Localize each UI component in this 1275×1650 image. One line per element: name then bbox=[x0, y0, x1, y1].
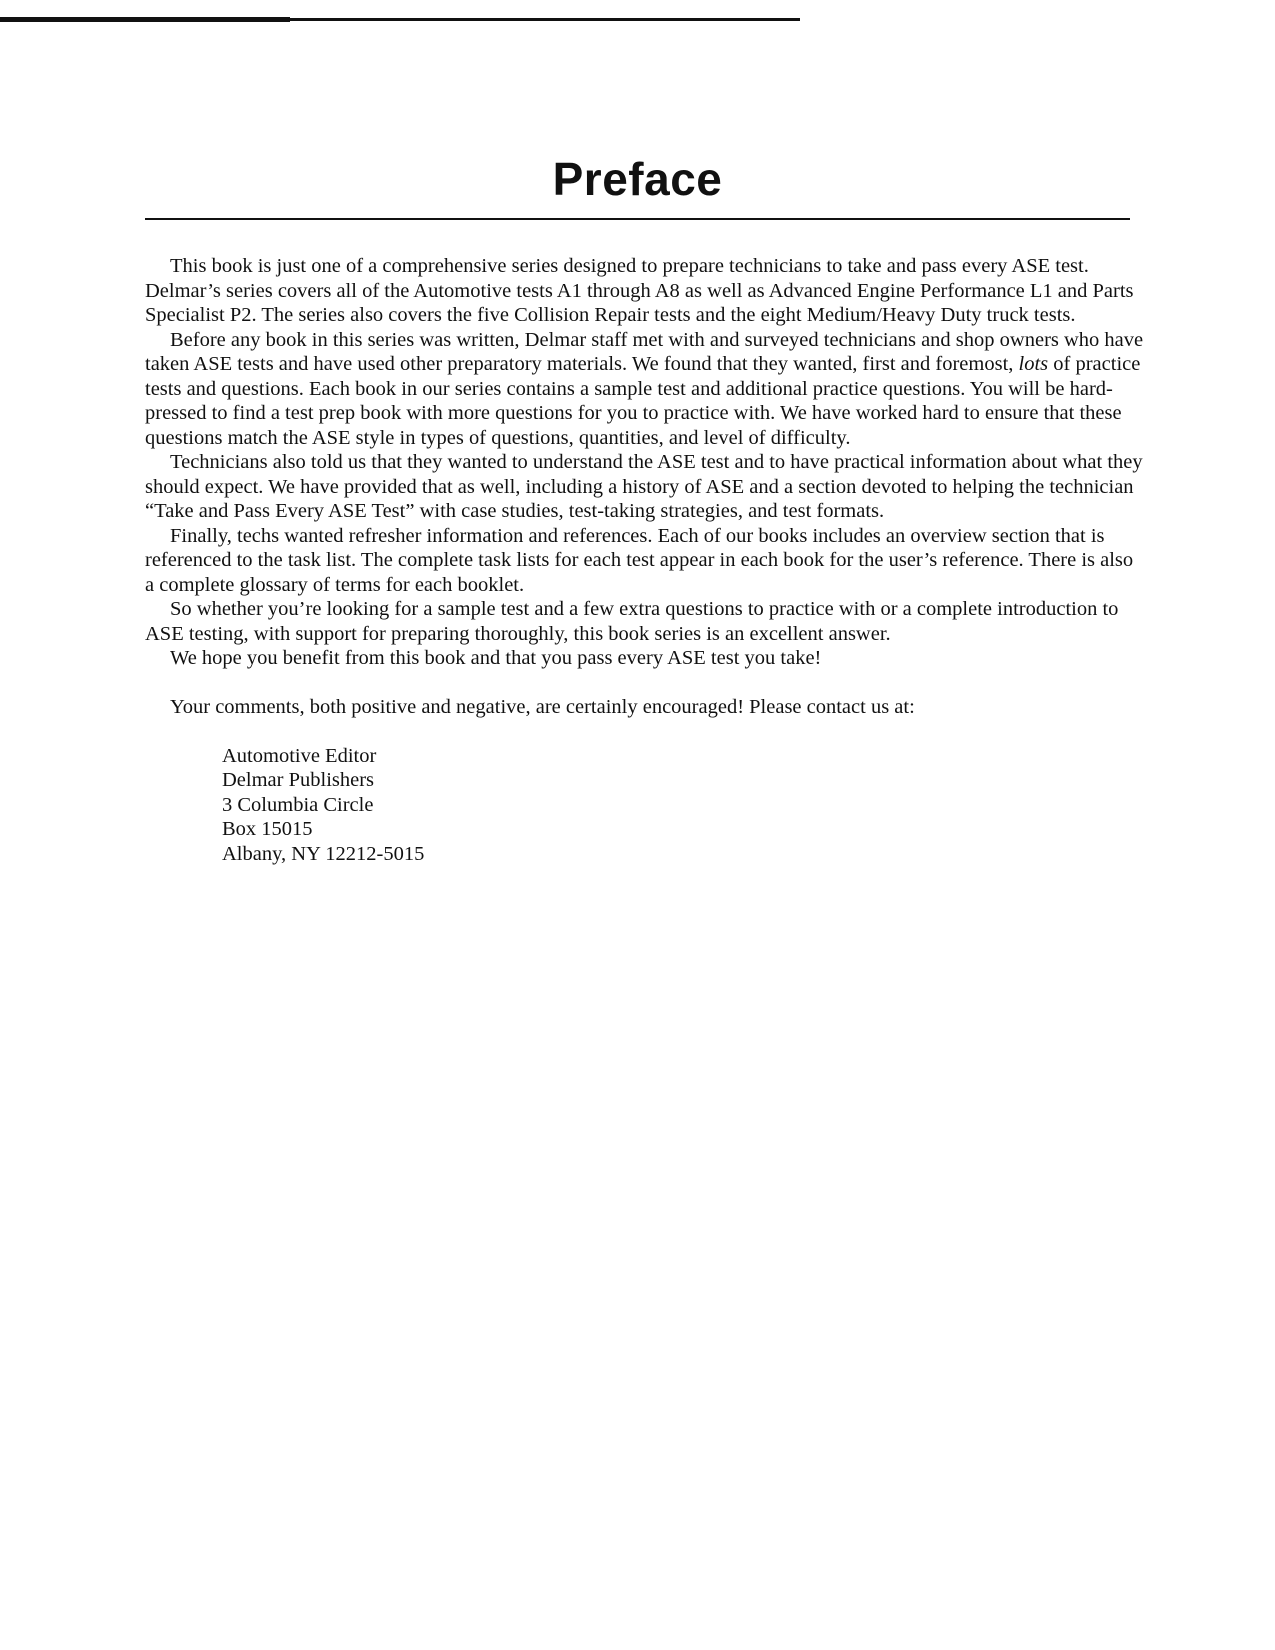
paragraph-2-part-1: Before any book in this series was written, Delmar staff met with and surveyed technicians and shop owners who have taken ASE tests and have used other preparatory materials. We found that they wanted, first and foremost, bbox=[145, 328, 1144, 375]
paragraph-2 bbox=[145, 328, 1145, 451]
paragraph-2-emphasis: lots bbox=[1018, 353, 1049, 375]
address-line: Albany, NY 12212-5015 bbox=[222, 842, 425, 865]
page-title: Preface bbox=[552, 153, 723, 205]
paragraph-1: This book is just one of a comprehensive series designed to prepare technicians to take and pass every ASE test. Delmar’s series covers all of the Automotive tests A1 through A8 as well as Advanced Engine Performance L1 and Parts Specialist P2. The series also covers the five Collision Repair tests and the eight Medium/Heavy Duty truck tests. bbox=[145, 255, 1134, 326]
address-line: Box 15015 bbox=[222, 818, 313, 840]
paragraph-2-part-2: of practice tests and questions. Each book in our series contains a sample test and additional practice questions. You will be hard-pressed to find a test prep book with more questions for you to practice with. We have worked hard to ensure that these questions match the ASE style in types of questions, quantities, and level of difficulty. bbox=[145, 353, 1141, 449]
contact-intro: Your comments, both positive and negative, are certainly encouraged! Please contact us at: bbox=[170, 696, 915, 718]
address-line: Automotive Editor bbox=[222, 744, 377, 767]
address-line: Delmar Publishers bbox=[222, 769, 375, 791]
paragraph-3: Technicians also told us that they wanted to understand the ASE test and to have practical information about what they should expect. We have provided that as well, including a history of ASE and a section devoted to helping the technician “Take and Pass Every ASE Test” with case studies, test-taking strategies, and test formats. bbox=[145, 451, 1143, 522]
header-rule-accent bbox=[0, 17, 290, 22]
title-rule bbox=[145, 218, 1130, 220]
preface-body bbox=[145, 254, 1145, 866]
paragraph-6: We hope you benefit from this book and that you pass every ASE test you take! bbox=[170, 647, 822, 669]
paragraph-4: Finally, techs wanted refresher information and references. Each of our books includes an overview section that is referenced to the task list. The complete task lists for each test appear in each book for the user’s reference. There is also a complete glossary of terms for each booklet. bbox=[145, 524, 1134, 596]
address-line: 3 Columbia Circle bbox=[222, 793, 374, 816]
paragraph-5: So whether you’re looking for a sample test and a few extra questions to practice with or a complete introduction to ASE testing, with support for preparing thoroughly, this book series is an excellent answer. bbox=[145, 598, 1119, 645]
contact-address bbox=[222, 744, 1145, 867]
